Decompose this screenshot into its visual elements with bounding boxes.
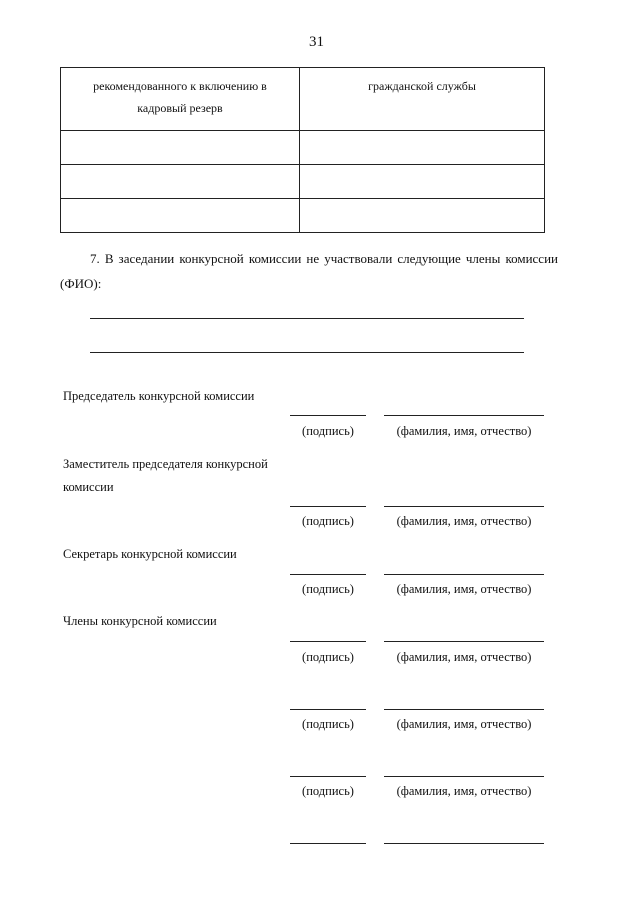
signature-caption: (подпись) (302, 582, 354, 596)
fio-line (384, 415, 544, 416)
signature-line (290, 506, 366, 507)
fio-line (384, 843, 544, 844)
fio-line (384, 776, 544, 777)
signature-caption: (подпись) (302, 650, 354, 664)
fio-line (384, 641, 544, 642)
chairman-label: Председатель конкурсной комиссии (63, 389, 255, 403)
page-number: 31 (309, 34, 324, 50)
fio-caption: (фамилия, имя, отчество) (396, 717, 532, 731)
deputy-chairman-label: Заместитель председателя конкурсной комиссии (63, 457, 268, 494)
table-row (61, 199, 545, 233)
signature-caption: (подпись) (302, 717, 354, 731)
table-cell (300, 199, 545, 233)
fio-caption: (фамилия, имя, отчество) (396, 784, 532, 798)
table-cell (61, 199, 300, 233)
secretary-label: Секретарь конкурсной комиссии (63, 547, 237, 561)
fio-caption: (фамилия, имя, отчество) (396, 424, 532, 438)
signature-caption: (подпись) (302, 424, 354, 438)
signature-line (290, 843, 366, 844)
signature-caption: (подпись) (302, 514, 354, 528)
reserve-table (60, 67, 545, 233)
fio-caption: (фамилия, имя, отчество) (396, 582, 532, 596)
signature-line (290, 709, 366, 710)
signature-line (290, 574, 366, 575)
table-cell (300, 165, 545, 199)
fill-in-line (90, 352, 524, 353)
signature-line (290, 415, 366, 416)
fio-line (384, 506, 544, 507)
table-header-row (61, 68, 545, 131)
signature-line (290, 641, 366, 642)
members-label: Члены конкурсной комиссии (63, 614, 217, 628)
fio-caption: (фамилия, имя, отчество) (396, 514, 532, 528)
table-row (61, 165, 545, 199)
fio-line (384, 574, 544, 575)
table-cell (61, 165, 300, 199)
table-cell (61, 131, 300, 165)
table-cell (300, 131, 545, 165)
signature-caption: (подпись) (302, 784, 354, 798)
table-header-cell: рекомендованного к включению в кадровый резерв (61, 68, 300, 131)
fio-line (384, 709, 544, 710)
table-header-cell: гражданской службы (300, 68, 545, 131)
paragraph-absent-members: 7. В заседании конкурсной комиссии не участвовали следующие члены комиссии (ФИО): (60, 251, 558, 291)
signature-line (290, 776, 366, 777)
fio-caption: (фамилия, имя, отчество) (396, 650, 532, 664)
table-row (61, 131, 545, 165)
fill-in-line (90, 318, 524, 319)
